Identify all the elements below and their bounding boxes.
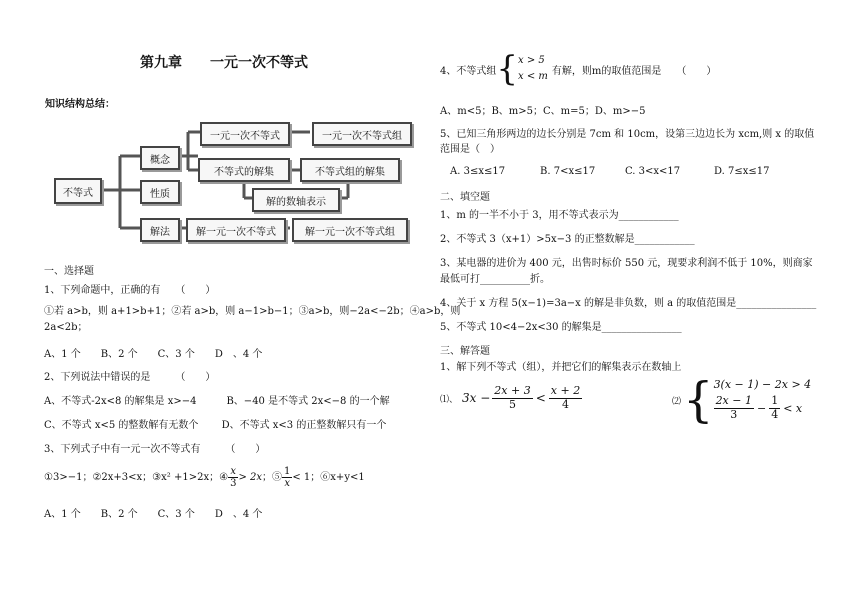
diagram-node-concept: 概念 <box>140 146 180 170</box>
left-brace-icon: { <box>496 49 519 89</box>
system-line-2 <box>714 395 812 421</box>
fill-question-4: 4、关于 x 方程 5(x−1)=3a−x 的解是非负数，则 a 的取值范围是________________ <box>440 298 817 309</box>
choice-question-5-cont: 范围是（ ） <box>440 144 500 155</box>
diagram-node-method: 解法 <box>140 218 180 242</box>
choice-question-2: 2、下列说法中错误的是 （ ） <box>44 372 216 383</box>
diagram-node-solve-inequality: 解一元一次不等式 <box>186 218 286 242</box>
section-answer-heading: 三、解答题 <box>440 346 490 357</box>
diagram-node-solve-inequality-group: 解一元一次不等式组 <box>292 218 408 242</box>
choice-question-4-options: A、m<5；B、m>5；C、m=5；D、m>−5 <box>440 106 646 117</box>
fill-question-1: 1、m 的一半不小于 3，用不等式表示为____________ <box>440 210 679 221</box>
fraction-2x-minus-1-over-3 <box>714 395 754 421</box>
fill-question-5: 5、不等式 10<4−2x<30 的解集是________________ <box>440 322 682 333</box>
fraction-numerator: 2x + 3 <box>494 384 531 397</box>
diagram-node-linear-inequality-group: 一元一次不等式组 <box>312 122 412 146</box>
diagram-node-inequality: 不等式 <box>54 178 102 204</box>
diagram-node-linear-inequality: 一元一次不等式 <box>200 122 290 146</box>
section-fill-heading: 二、填空题 <box>440 192 490 203</box>
fraction-numerator: 2x − 1 <box>715 394 752 408</box>
fraction-denominator: 4 <box>561 397 569 411</box>
fill-question-3-cont: 最低可打__________折。 <box>440 274 550 285</box>
choice-question-4 <box>440 49 717 89</box>
problem-1-operator: < <box>535 391 546 406</box>
problem-2-label: ⑵ <box>672 396 682 407</box>
expressions-suffix: ；⑥x+y<1 <box>310 472 365 483</box>
system-line-1: x > 5 <box>518 55 545 66</box>
fraction-denominator: 3 <box>230 478 237 489</box>
question-5-option-d: D. 7≤x≤17 <box>714 166 770 177</box>
expressions-separator: ；⑤ <box>262 472 282 483</box>
choice-question-5: 5、已知三角形两边的边长分别是 7cm 和 10cm，设第三边边长为 xcm,则 x 的取值 <box>440 129 815 140</box>
fraction-numerator: 1 <box>771 394 779 408</box>
inequality-system <box>518 53 548 85</box>
choice-question-3: 3、下列式子中有一元一次不等式有 （ ） <box>44 444 266 455</box>
fraction-2x-plus-3-over-5 <box>492 385 532 411</box>
choice-question-1-statements: ①若 a>b，则 a+1>b+1；②若 a>b，则 a−1>b−1；③a>b，则−2a<−2b；④a>b，则 <box>44 306 461 317</box>
question-5-option-a: A. 3≤x≤17 <box>450 166 506 177</box>
problem-1-label: ⑴、 <box>440 394 459 405</box>
fraction-x-plus-2-over-4 <box>549 385 582 411</box>
diagram-node-group-solution-set: 不等式组的解集 <box>300 158 400 182</box>
problem-2-system <box>672 372 812 428</box>
page-title: 第九章 一元一次不等式 <box>140 55 308 71</box>
diagram-node-number-line: 解的数轴表示 <box>252 188 340 212</box>
expressions-prefix: ①3>−1；②2x+3<x；③x² +1>2x；④ <box>44 472 229 483</box>
choice-question-3-options: A、1 个 B、2 个 C、3 个 D 、4 个 <box>44 509 263 520</box>
left-brace-icon: { <box>683 372 714 428</box>
fraction-x-over-3 <box>228 466 238 490</box>
problem-1-lhs: 3x − <box>462 391 491 406</box>
fill-question-3: 3、某电器的进价为 400 元，出售时标价 550 元，现要求利润不低于 10%，则商家 <box>440 258 813 269</box>
fraction-1-over-4 <box>769 395 780 421</box>
diagram-node-property: 性质 <box>140 180 180 204</box>
choice-question-2-options-ab: A、不等式-2x<8 的解集是 x>−4 B、−40 是不等式 2x<−8 的一个解 <box>44 396 390 407</box>
expression-5-rest: < 1 <box>292 472 311 483</box>
problem-1-inequality <box>440 385 582 411</box>
system-line-2-rest: < x <box>783 402 803 415</box>
fraction-denominator: 5 <box>509 397 516 411</box>
fraction-denominator: x <box>284 478 290 489</box>
fraction-denominator: 3 <box>730 408 738 421</box>
fraction-numerator: 1 <box>284 465 291 477</box>
choice-question-2-options-cd: C、不等式 x<5 的整数解有无数个 D、不等式 x<3 的正整数解只有一个 <box>44 420 387 431</box>
question-5-option-b: B. 7<x≤17 <box>540 166 596 177</box>
diagram-node-inequality-solution-set: 不等式的解集 <box>198 158 290 182</box>
section-choice-heading: 一、选择题 <box>44 266 94 277</box>
choice-question-1: 1、下列命题中，正确的有 （ ） <box>44 285 216 296</box>
choice-question-1-statements-cont: 2a<2b； <box>44 322 88 333</box>
question-4-suffix: 有解，则m的取值范围是 （ ） <box>551 65 717 77</box>
fraction-numerator: x <box>228 466 238 479</box>
fraction-numerator: x + 2 <box>550 384 581 397</box>
knowledge-structure-diagram <box>48 118 413 246</box>
question-5-option-c: C. 3<x<17 <box>625 166 681 177</box>
knowledge-structure-heading: 知识结构总结： <box>45 99 115 110</box>
answer-question-1: 1、解下列不等式（组），并把它们的解集表示在数轴上 <box>440 362 682 373</box>
expression-4-rest: > 2x <box>238 472 262 483</box>
fraction-denominator: 4 <box>771 408 779 421</box>
choice-question-1-options: A、1 个 B、2 个 C、3 个 D 、4 个 <box>44 349 263 360</box>
system-lines <box>714 378 812 421</box>
fraction-1-over-x <box>282 466 292 490</box>
choice-question-3-expressions <box>44 462 365 494</box>
system-line-2-minus: − <box>756 402 767 415</box>
fill-question-2: 2、不等式 3（x+1）>5x−3 的正整数解是____________ <box>440 234 695 245</box>
system-line-1: 3(x − 1) − 2x > 4 <box>713 378 812 392</box>
system-line-2: x < m <box>518 71 548 82</box>
question-4-prefix: 4、不等式组 <box>440 65 497 77</box>
